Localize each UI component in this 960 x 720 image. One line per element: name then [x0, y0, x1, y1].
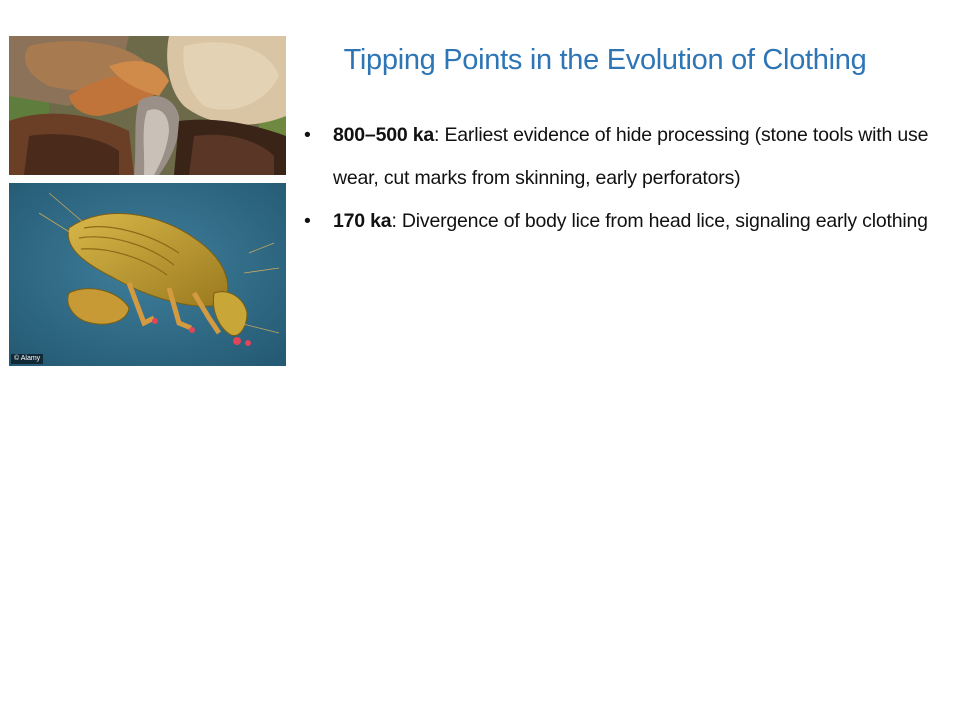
slide-title: Tipping Points in the Evolution of Clothing — [343, 44, 867, 76]
image-credit: © Alamy — [11, 354, 43, 364]
bullet-text: : Divergence of body lice from head lice, signaling early clothing — [391, 210, 928, 232]
bullet-item — [304, 200, 954, 243]
bullet-list — [304, 114, 954, 243]
bullet-date: 170 ka — [333, 210, 392, 232]
hides-photo — [9, 36, 286, 175]
louse-photo — [9, 183, 286, 366]
bullet-text: : Earliest evidence of hide processing (stone tools with use wear, cut marks from skinning, early perforators) — [333, 124, 929, 189]
bullet-date: 800–500 ka — [333, 124, 435, 146]
bullet-glyph: • — [304, 124, 311, 146]
bullet-item — [304, 114, 954, 200]
bullet-glyph: • — [304, 210, 311, 232]
